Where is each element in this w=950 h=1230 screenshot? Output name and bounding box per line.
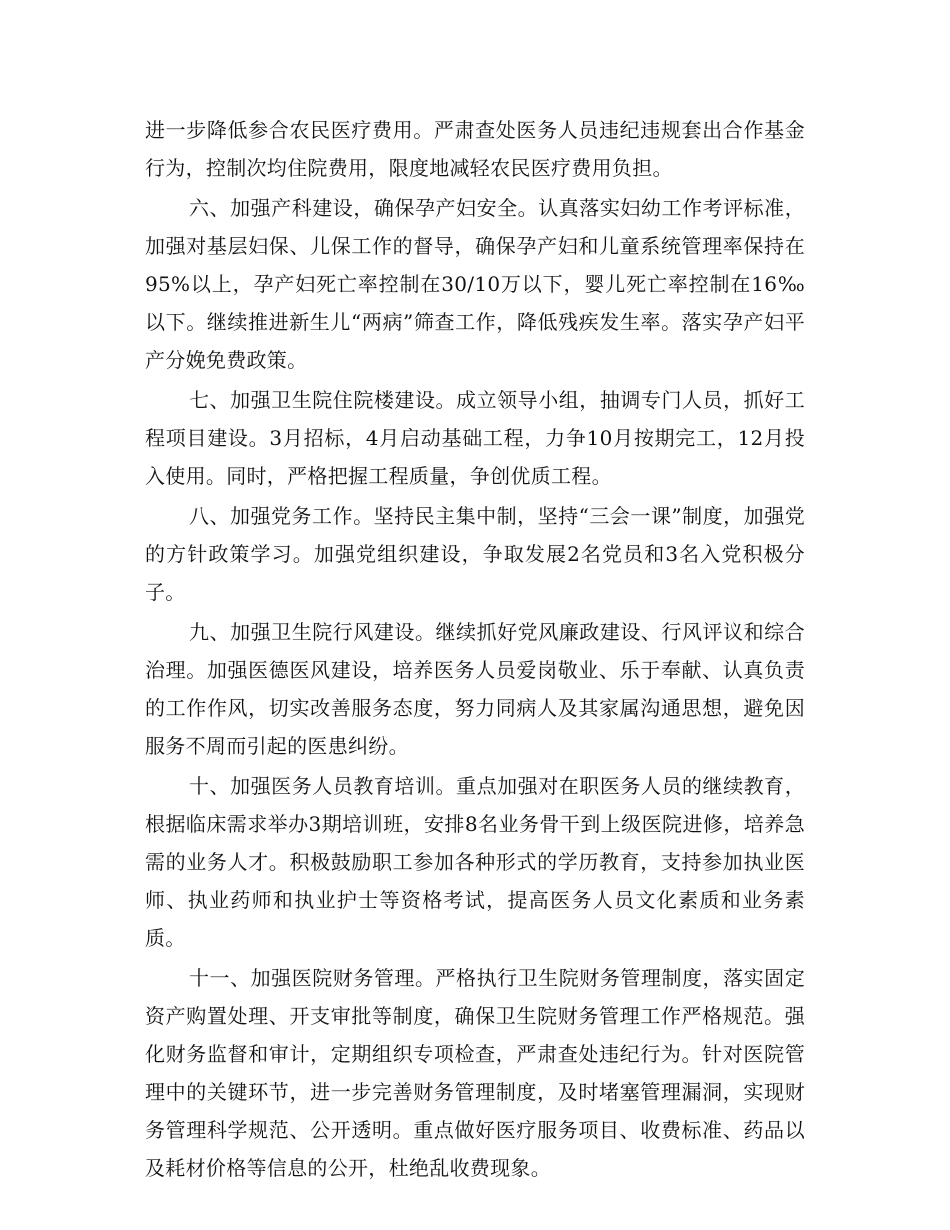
paragraph-continuation: 进一步降低参合农民医疗费用。严肃查处医务人员违纪违规套出合作基金行为，控制次均住院费用，限度地减轻农民医疗费用负担。 <box>145 118 805 180</box>
paragraph-item-8: 八、加强党务工作。坚持民主集中制，坚持“三会一课”制度，加强党的方针政策学习。加强党组织建设，争取发展2名党员和3名入党积极分子。 <box>145 504 805 604</box>
paragraph-item-6: 六、加强产科建设，确保孕产妇安全。认真落实妇幼工作考评标准，加强对基层妇保、儿保工作的督导，确保孕产妇和儿童系统管理率保持在95%以上，孕产妇死亡率控制在30/10万以下，婴儿死亡率控制在16‰以下。继续推进新生儿“两病”筛查工作，降低残疾发生率。落实孕产妇平产分娩免费政策。 <box>145 196 805 372</box>
paragraph-item-9: 九、加强卫生院行风建设。继续抓好党风廉政建设、行风评议和综合治理。加强医德医风建设，培养医务人员爱岗敬业、乐于奉献、认真负责的工作作风，切实改善服务态度，努力同病人及其家属沟通思想，避免因服务不周而引起的医患纠纷。 <box>145 620 805 758</box>
paragraph-item-11: 十一、加强医院财务管理。严格执行卫生院财务管理制度，落实固定资产购置处理、开支审批等制度，确保卫生院财务管理工作严格规范。强化财务监督和审计，定期组织专项检查，严肃查处违纪行为。针对医院管理中的关键环节，进一步完善财务管理制度，及时堵塞管理漏洞，实现财务管理科学规范、公开透明。重点做好医疗服务项目、收费标准、药品以及耗材价格等信息的公开，杜绝乱收费现象。 <box>145 966 805 1180</box>
document-body <box>145 111 805 1189</box>
paragraph-item-10: 十、加强医务人员教育培训。重点加强对在职医务人员的继续教育，根据临床需求举办3期培训班，安排8名业务骨干到上级医院进修，培养急需的业务人才。积极鼓励职工参加各种形式的学历教育，支持参加执业医师、执业药师和执业护士等资格考试，提高医务人员文化素质和业务素质。 <box>145 774 805 950</box>
paragraph-item-7: 七、加强卫生院住院楼建设。成立领导小组，抽调专门人员，抓好工程项目建设。3月招标，4月启动基础工程，力争10月按期完工，12月投入使用。同时，严格把握工程质量，争创优质工程。 <box>145 388 805 488</box>
